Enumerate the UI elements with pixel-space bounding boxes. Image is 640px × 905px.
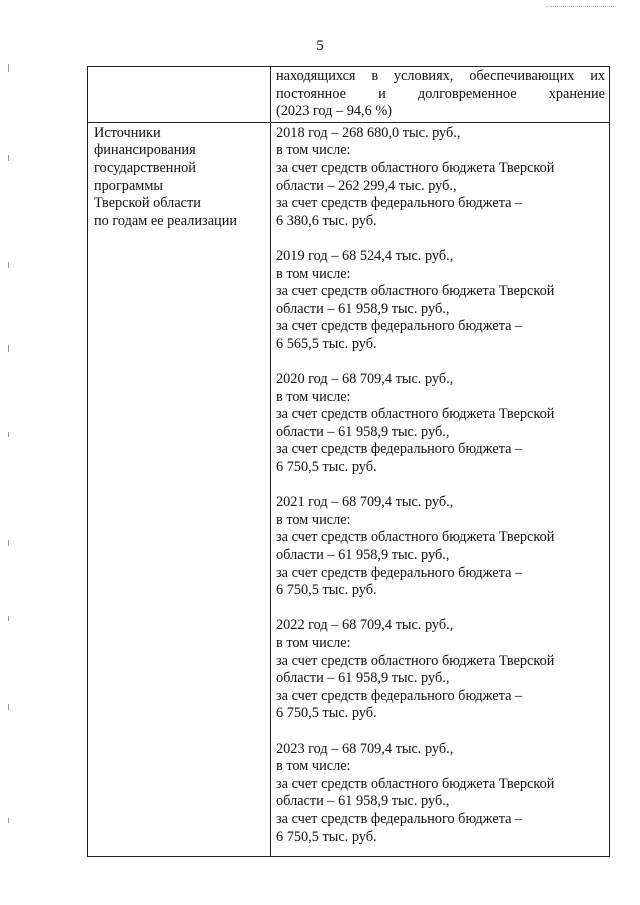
scan-mark [8,540,9,546]
federal-budget-line: за счет средств федерального бюджета – [276,195,523,212]
continuation-line: постоянное и долговременное хранение [276,85,605,102]
regional-budget-amount: области – 61 958,9 тыс. руб., [276,670,450,687]
regional-budget-line: за счет средств областного бюджета Тверской [276,529,555,546]
federal-budget-amount: 6 750,5 тыс. руб. [276,582,377,599]
scan-mark [8,262,9,268]
federal-budget-line: за счет средств федерального бюджета – [276,810,523,827]
federal-budget-line: за счет средств федерального бюджета – [276,564,523,581]
program-passport-table [87,66,610,857]
table-row [88,122,610,856]
year-total: 2019 год – 68 524,4 тыс. руб., [276,247,454,264]
continuation-label-cell [88,67,271,123]
year-funding-block [276,494,605,600]
scan-mark [8,64,9,72]
year-funding-block [276,248,605,354]
scan-noise-top-right [546,6,616,10]
including-label: в том числе: [276,635,351,651]
scan-mark [8,616,9,621]
scan-mark [8,432,9,437]
page-number: 5 [316,38,324,54]
table-row [88,67,610,123]
regional-budget-line: за счет средств областного бюджета Тверской [276,159,555,176]
funding-label-cell [88,122,271,856]
including-label: в том числе: [276,511,351,528]
label-line: программы [94,177,164,194]
scan-mark [8,155,9,161]
year-funding-block [276,741,605,847]
continuation-line: (2023 год – 94,6 %) [276,103,393,120]
year-total: 2022 год – 68 709,4 тыс. руб., [276,617,454,634]
regional-budget-amount: области – 61 958,9 тыс. руб., [276,547,450,564]
federal-budget-line: за счет средств федерального бюджета – [276,687,523,704]
year-total: 2023 год – 68 709,4 тыс. руб., [276,740,454,757]
including-label: в том числе: [276,758,351,775]
continuation-value-cell [271,67,610,123]
regional-budget-amount: области – 61 958,9 тыс. руб., [276,423,450,440]
including-label: в том числе: [276,265,351,282]
label-line: финансирования [94,142,196,159]
federal-budget-line: за счет средств федерального бюджета – [276,318,523,335]
label-line: Источники [94,124,161,141]
year-total: 2020 год – 68 709,4 тыс. руб., [276,371,454,388]
scan-mark [8,704,9,710]
regional-budget-line: за счет средств областного бюджета Тверской [276,775,555,792]
federal-budget-amount: 6 750,5 тыс. руб. [276,459,377,476]
including-label: в том числе: [276,388,351,405]
regional-budget-amount: области – 262 299,4 тыс. руб., [276,177,457,194]
scan-mark [8,345,9,352]
federal-budget-amount: 6 750,5 тыс. руб. [276,828,377,845]
funding-years-cell [271,122,610,856]
including-label: в том числе: [276,142,351,159]
regional-budget-line: за счет средств областного бюджета Тверской [276,283,555,300]
scan-mark [8,818,9,823]
year-total: 2021 год – 68 709,4 тыс. руб., [276,494,454,511]
label-line: по годам ее реализации [94,212,237,229]
regional-budget-line: за счет средств областного бюджета Тверской [276,652,555,669]
regional-budget-line: за счет средств областного бюджета Тверской [276,406,555,423]
year-funding-block [276,617,605,723]
label-line: Тверской области [94,195,201,212]
regional-budget-amount: области – 61 958,9 тыс. руб., [276,793,450,810]
federal-budget-amount: 6 380,6 тыс. руб. [276,212,377,229]
regional-budget-amount: области – 61 958,9 тыс. руб., [276,300,450,317]
year-funding-block [276,125,605,231]
label-line: государственной [94,159,196,176]
continuation-line: находящихся в условиях, обеспечивающих их [276,68,605,84]
federal-budget-amount: 6 565,5 тыс. руб. [276,335,377,352]
federal-budget-amount: 6 750,5 тыс. руб. [276,705,377,722]
federal-budget-line: за счет средств федерального бюджета – [276,441,523,458]
year-total: 2018 год – 268 680,0 тыс. руб., [276,124,461,141]
year-funding-block [276,371,605,477]
